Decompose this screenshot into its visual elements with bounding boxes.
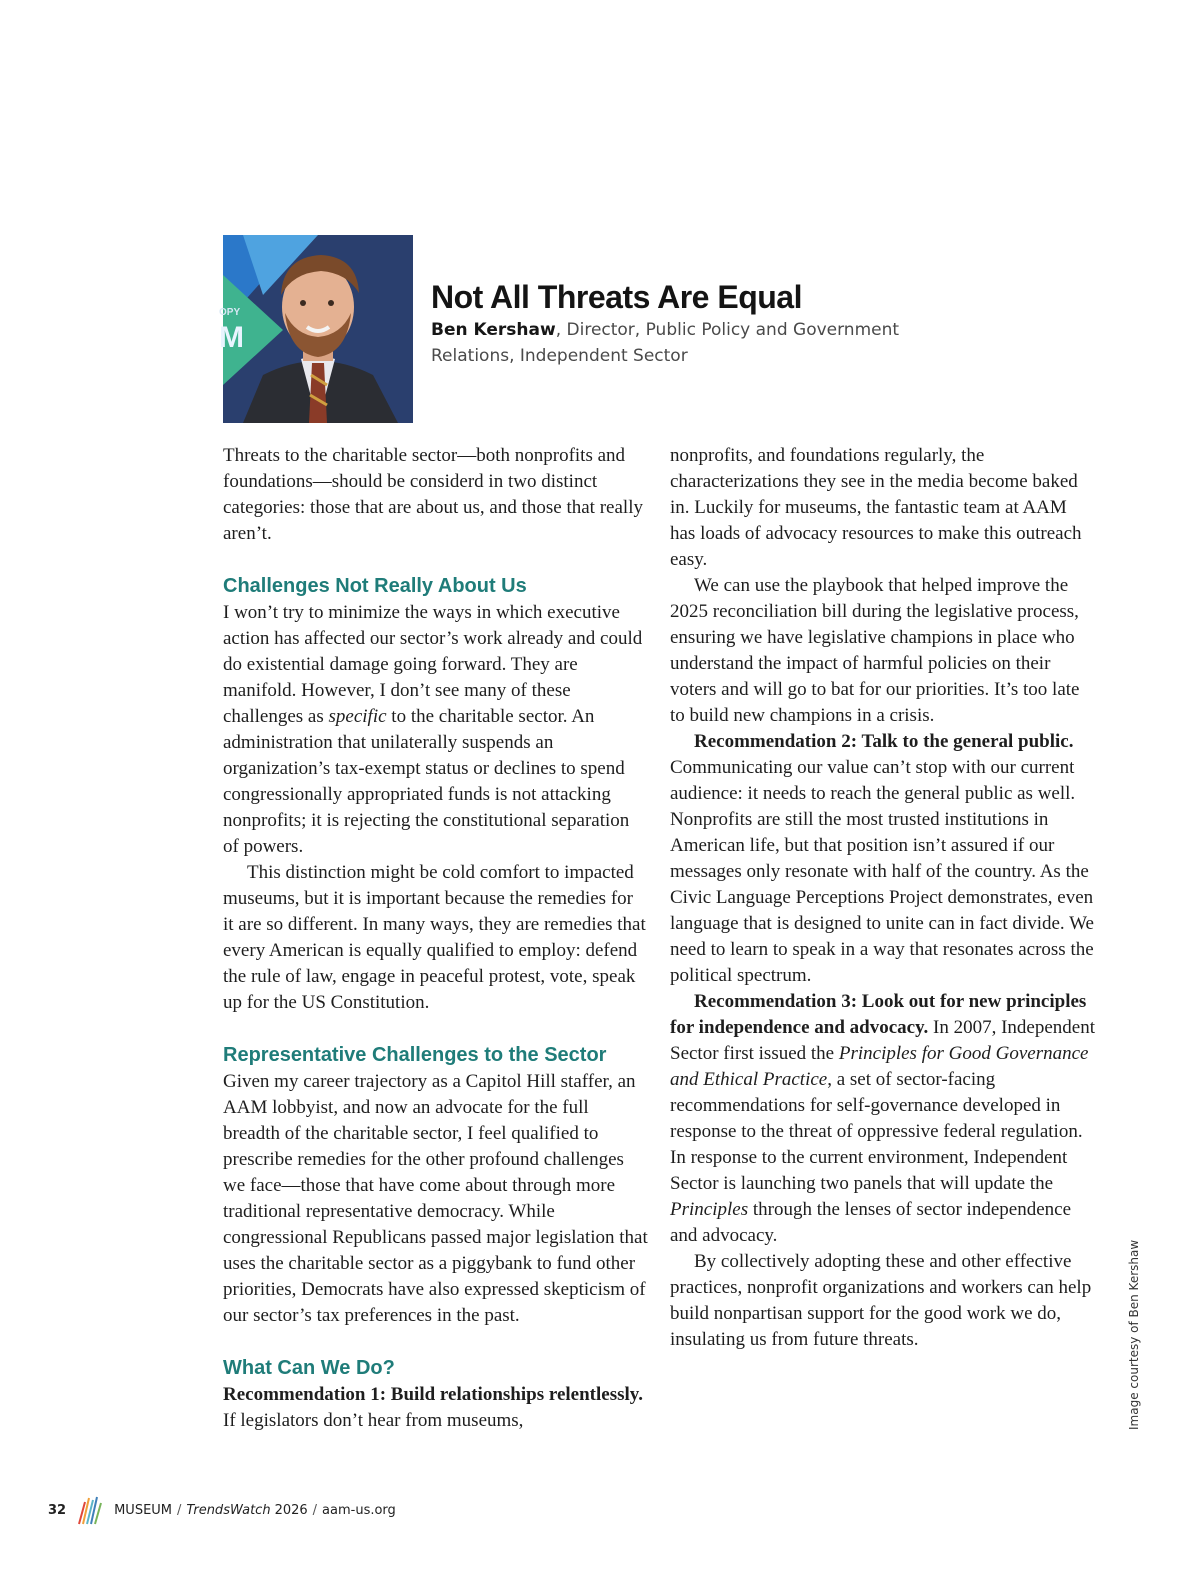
- section-heading: Representative Challenges to the Sector: [223, 1044, 607, 1066]
- author-portrait-image: [219, 235, 413, 423]
- recommendation-paragraph: Recommendation 2: Talk to the general public. Communicating our value can’t stop with our current audience: it needs to reach the general public as well. Nonprofits are still the most trusted institutions in American life, but that position isn’t assured if our messages only resonate with half of the country. As the Civic Language Perceptions Project demonstrates, even language that is designed to unite can in fact divide. We need to learn to speak in a way that resonates across the political spectrum.: [670, 731, 1094, 986]
- page-footer: 32 MUSEUM / TrendsWatch 2026 / aam-us.org: [48, 1494, 396, 1526]
- intro-paragraph: Threats to the charitable sector—both nonprofits and foundations—should be considerd in two distinct categories: those that are about us, and those that really aren’t.: [223, 445, 643, 544]
- author-role: , Director, Public Policy and Government Relations, Independent Sector: [431, 320, 900, 366]
- body-paragraph: nonprofits, and foundations regularly, the characterizations they see in the media become baked in. Luckily for museums, the fantastic team at AAM has loads of advocacy resources to make this outreach easy.: [670, 445, 1082, 570]
- body-paragraph: This distinction might be cold comfort to impacted museums, but it is important because the remedies for it are so different. In many ways, they are remedies that every American is equally qualified to employ: defend the rule of law, engage in peaceful protest, vote, speak up for the US Constitution.: [223, 862, 646, 1013]
- publication-year: 2026: [274, 1502, 308, 1518]
- page-number: 32: [48, 1502, 67, 1518]
- author-byline: [431, 317, 911, 369]
- recommendation-label: Recommendation 1: Build relationships relentlessly.: [223, 1384, 643, 1405]
- publication-name: TrendsWatch: [186, 1502, 271, 1518]
- recommendation-paragraph: Recommendation 3: Look out for new principles for independence and advocacy. In 2007, Independent Sector first issued the Principles for Good Governance and Ethical Practice, a set of sector-facing recommendations for self-governance developed in response to the threat of oppressive federal regulation. In response to the current environment, Independent Sector is launching two panels that will update the Principles through the lenses of sector independence and advocacy.: [670, 991, 1096, 1246]
- section-heading: What Can We Do?: [223, 1357, 395, 1379]
- closing-paragraph: By collectively adopting these and other effective practices, nonprofit organizations and workers can help build nonpartisan support for the good work we do, insulating us from future threats.: [670, 1251, 1092, 1350]
- author-name: Ben Kershaw: [431, 320, 556, 340]
- website-link[interactable]: aam-us.org: [322, 1502, 396, 1518]
- photo-credit: Image courtesy of Ben Kershaw: [1127, 1239, 1141, 1430]
- body-paragraph: We can use the playbook that helped improve the 2025 reconciliation bill during the legislative process, ensuring we have legislative champions in place who understand the impact of harmful policies on their voters and will go to bat for our priorities. It’s too late to build new champions in a crisis.: [670, 575, 1080, 726]
- magazine-name: MUSEUM: [114, 1502, 173, 1518]
- recommendation-label: Recommendation 3: Look out for new principles for independence and advocacy.: [670, 991, 1087, 1038]
- svg-text:M: M: [219, 321, 244, 354]
- left-column: [223, 443, 648, 1434]
- recommendation-label: Recommendation 2: Talk to the general public.: [694, 731, 1074, 752]
- recommendation-paragraph: Recommendation 1: Build relationships relentlessly. If legislators don’t hear from museums,: [223, 1384, 643, 1431]
- article-title: Not All Threats Are Equal: [431, 279, 802, 315]
- section-heading: Challenges Not Really About Us: [223, 575, 527, 597]
- right-column: [670, 443, 1095, 1353]
- aam-logo-icon: [76, 1494, 102, 1526]
- body-paragraph: Given my career trajectory as a Capitol Hill staffer, an AAM lobbyist, and now an advocate for the full breadth of the charitable sector, I feel qualified to prescribe remedies for the other profound challenges we face—those that have come about through more traditional representative democracy. While congressional Republicans passed major legislation that uses the charitable sector as a piggybank to fund other priorities, Democrats have also expressed skepticism of our sector’s tax preferences in the past.: [223, 1071, 648, 1326]
- backdrop-text: OPY: [219, 307, 241, 318]
- body-paragraph: I won’t try to minimize the ways in which executive action has affected our sector’s work already and could do existential damage going forward. They are manifold. However, I don’t see many of these challenges as specific to the charitable sector. An administration that unilaterally suspends an organization’s tax-exempt status or declines to spend congressionally appropriated funds is not attacking nonprofits; it is rejecting the constitutional separation of powers.: [223, 602, 643, 857]
- author-photo: [219, 235, 413, 423]
